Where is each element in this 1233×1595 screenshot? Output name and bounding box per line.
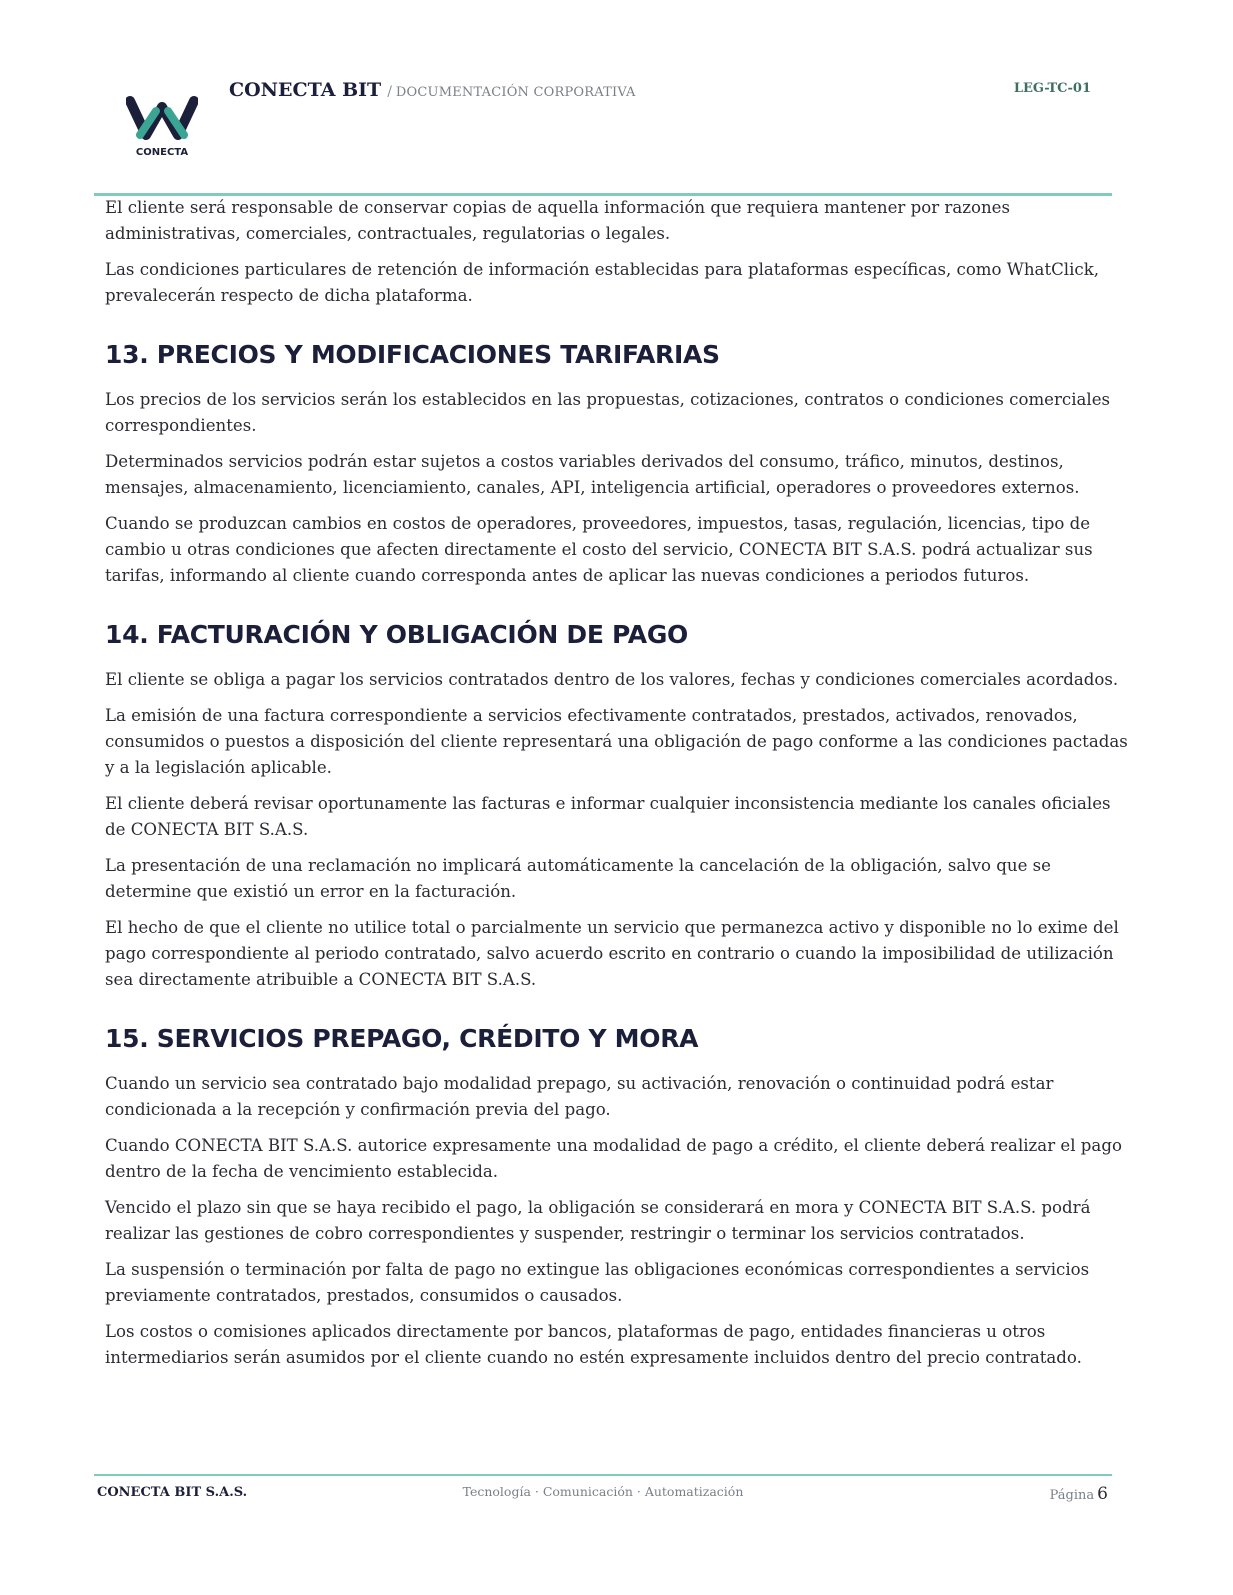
page-indicator bbox=[1050, 1484, 1108, 1504]
section-heading: 15. SERVICIOS PREPAGO, CRÉDITO Y MORA bbox=[105, 1024, 699, 1053]
section-paragraph: Los costos o comisiones aplicados directamente por bancos, plataformas de pago, entidades financieras u otros intermediarios serán asumidos por el cliente cuando no estén expresamente incluidos dentro del precio contratado. bbox=[105, 1322, 1082, 1367]
page-label: Página bbox=[1049, 1488, 1095, 1503]
intro-paragraph: El cliente será responsable de conservar copias de aquella información que requiera mantener por razones administrativas, comerciales, contractuales, regulatorias o legales. bbox=[105, 198, 1011, 243]
section-heading: 14. FACTURACIÓN Y OBLIGACIÓN DE PAGO bbox=[105, 620, 688, 649]
header-brand bbox=[229, 79, 636, 101]
section-paragraph: La presentación de una reclamación no implicará automáticamente la cancelación de la obligación, salvo que se determine que existió un error en la facturación. bbox=[105, 856, 1052, 901]
intro-paragraph: Las condiciones particulares de retención de información establecidas para plataformas específicas, como WhatClick, prevalecerán respecto de dicha plataforma. bbox=[105, 260, 1100, 305]
section-heading: 13. PRECIOS Y MODIFICACIONES TARIFARIAS bbox=[105, 340, 720, 369]
logo-text: CONECTA bbox=[135, 147, 189, 158]
footer-tagline: Tecnología · Comunicación · Automatización bbox=[462, 1484, 744, 1499]
section-paragraph: El cliente deberá revisar oportunamente las facturas e informar cualquier inconsistencia mediante los canales oficiales de CONECTA BIT S.A.S. bbox=[105, 794, 1111, 839]
section-paragraph: Determinados servicios podrán estar sujetos a costos variables derivados del consumo, tráfico, minutos, destinos, mensajes, almacenamiento, licenciamiento, canales, API, inteligencia artificial, operadores o proveedores externos. bbox=[105, 452, 1080, 497]
section-paragraph: El cliente se obliga a pagar los servicios contratados dentro de los valores, fechas y condiciones comerciales acordados. bbox=[105, 670, 1119, 689]
page-number: 6 bbox=[1097, 1484, 1108, 1504]
company-logo bbox=[126, 93, 198, 159]
brand-subtitle: DOCUMENTACIÓN CORPORATIVA bbox=[395, 85, 636, 100]
brand-separator: / bbox=[387, 84, 392, 100]
section-paragraph: Vencido el plazo sin que se haya recibido el pago, la obligación se considerará en mora y CONECTA BIT S.A.S. podrá realizar las gestiones de cobro correspondientes y suspender, restringir o terminar los servicios contratados. bbox=[105, 1198, 1091, 1243]
section-paragraph: Cuando se produzcan cambios en costos de operadores, proveedores, impuestos, tasas, regulación, licencias, tipo de cambio u otras condiciones que afecten directamente el costo del servicio, CONECTA BIT S.A.S. podrá actualizar sus tarifas, informando al cliente cuando corresponda antes de aplicar las nuevas condiciones a periodos futuros. bbox=[105, 514, 1093, 585]
document-code: LEG-TC-01 bbox=[1013, 81, 1091, 96]
section-paragraph: La suspensión o terminación por falta de pago no extingue las obligaciones económicas correspondientes a servicios previamente contratados, prestados, consumidos o causados. bbox=[105, 1260, 1090, 1305]
section-paragraph: El hecho de que el cliente no utilice total o parcialmente un servicio que permanezca activo y disponible no lo exime del pago correspondiente al periodo contratado, salvo acuerdo escrito en contrario o cuando la imposibilidad de utilización sea directamente atribuible a CONECTA BIT S.A.S. bbox=[105, 918, 1119, 989]
footer-divider bbox=[94, 1474, 1112, 1476]
document-body bbox=[105, 195, 1135, 1381]
section-paragraph: Los precios de los servicios serán los establecidos en las propuestas, cotizaciones, contratos o condiciones comerciales correspondientes. bbox=[105, 390, 1111, 435]
section-paragraph: Cuando un servicio sea contratado bajo modalidad prepago, su activación, renovación o continuidad podrá estar condicionada a la recepción y confirmación previa del pago. bbox=[105, 1074, 1054, 1119]
footer-company: CONECTA BIT S.A.S. bbox=[97, 1485, 248, 1500]
section-paragraph: Cuando CONECTA BIT S.A.S. autorice expresamente una modalidad de pago a crédito, el cliente deberá realizar el pago dentro de la fecha de vencimiento establecida. bbox=[105, 1136, 1122, 1181]
section-paragraph: La emisión de una factura correspondiente a servicios efectivamente contratados, prestados, activados, renovados, consumidos o puestos a disposición del cliente representará una obligación de pago conforme a las condiciones pactadas y a la legislación aplicable. bbox=[105, 706, 1128, 777]
brand-name: CONECTA BIT bbox=[229, 79, 382, 101]
